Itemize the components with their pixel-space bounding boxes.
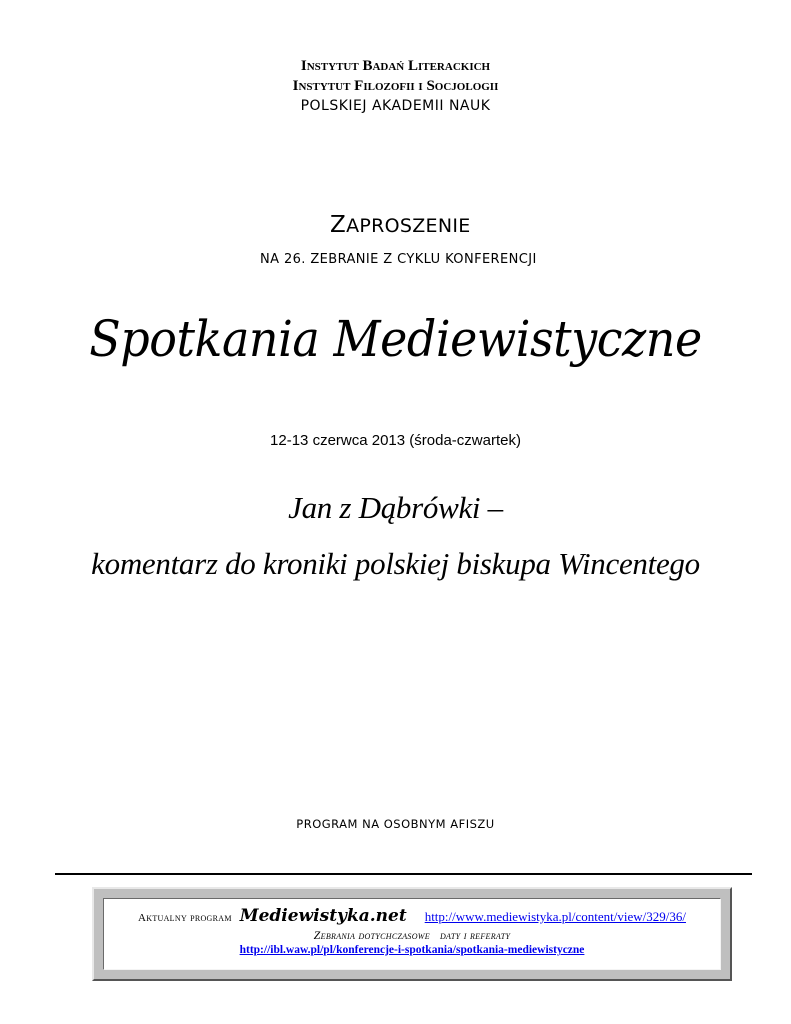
current-program-line [104, 906, 720, 926]
institute-name-ifis: Instytut Filozofii i Socjologii [292, 78, 499, 94]
invitation-subtitle: NA 26. ZEBRANIE Z CYKLU KONFERENCJI [260, 252, 537, 267]
conference-name: Spotkania Mediewistyczne [89, 310, 702, 368]
footer-info-box [92, 887, 732, 981]
institutes-header [0, 56, 791, 116]
dates-and-papers-label: daty i referaty [439, 928, 511, 942]
topic-line-1: Jan z Dąbrówki – [288, 490, 503, 525]
topic-line-2: komentarz do kroniki polskiej biskupa Wincentego [91, 546, 700, 581]
program-link[interactable]: http://www.mediewistyka.pl/content/view/329/36/ [424, 909, 686, 924]
archive-link[interactable]: http://ibl.waw.pl/pl/konferencje-i-spotkania/spotkania-mediewistyczne [239, 944, 585, 956]
horizontal-divider [55, 873, 752, 875]
previous-meetings-label: Zebrania dotychczasowe [313, 928, 430, 942]
invitation-title: ZAPROSZENIE [330, 212, 471, 238]
current-program-label: Aktualny program [138, 912, 232, 924]
conference-dates: 12-13 czerwca 2013 (środa-czwartek) [270, 432, 521, 449]
footer-info-box-inner [103, 898, 721, 970]
academy-name: POLSKIEJ AKADEMII NAUK [300, 98, 491, 114]
program-note: PROGRAM NA OSOBNYM AFISZU [296, 817, 495, 831]
institute-name-ibl: Instytut Badań Literackich [300, 58, 491, 74]
archive-line [104, 944, 720, 956]
conference-topic [0, 480, 791, 592]
mediewistyka-brand: Mediewistyka.net [239, 906, 407, 926]
previous-meetings-line [104, 928, 720, 943]
